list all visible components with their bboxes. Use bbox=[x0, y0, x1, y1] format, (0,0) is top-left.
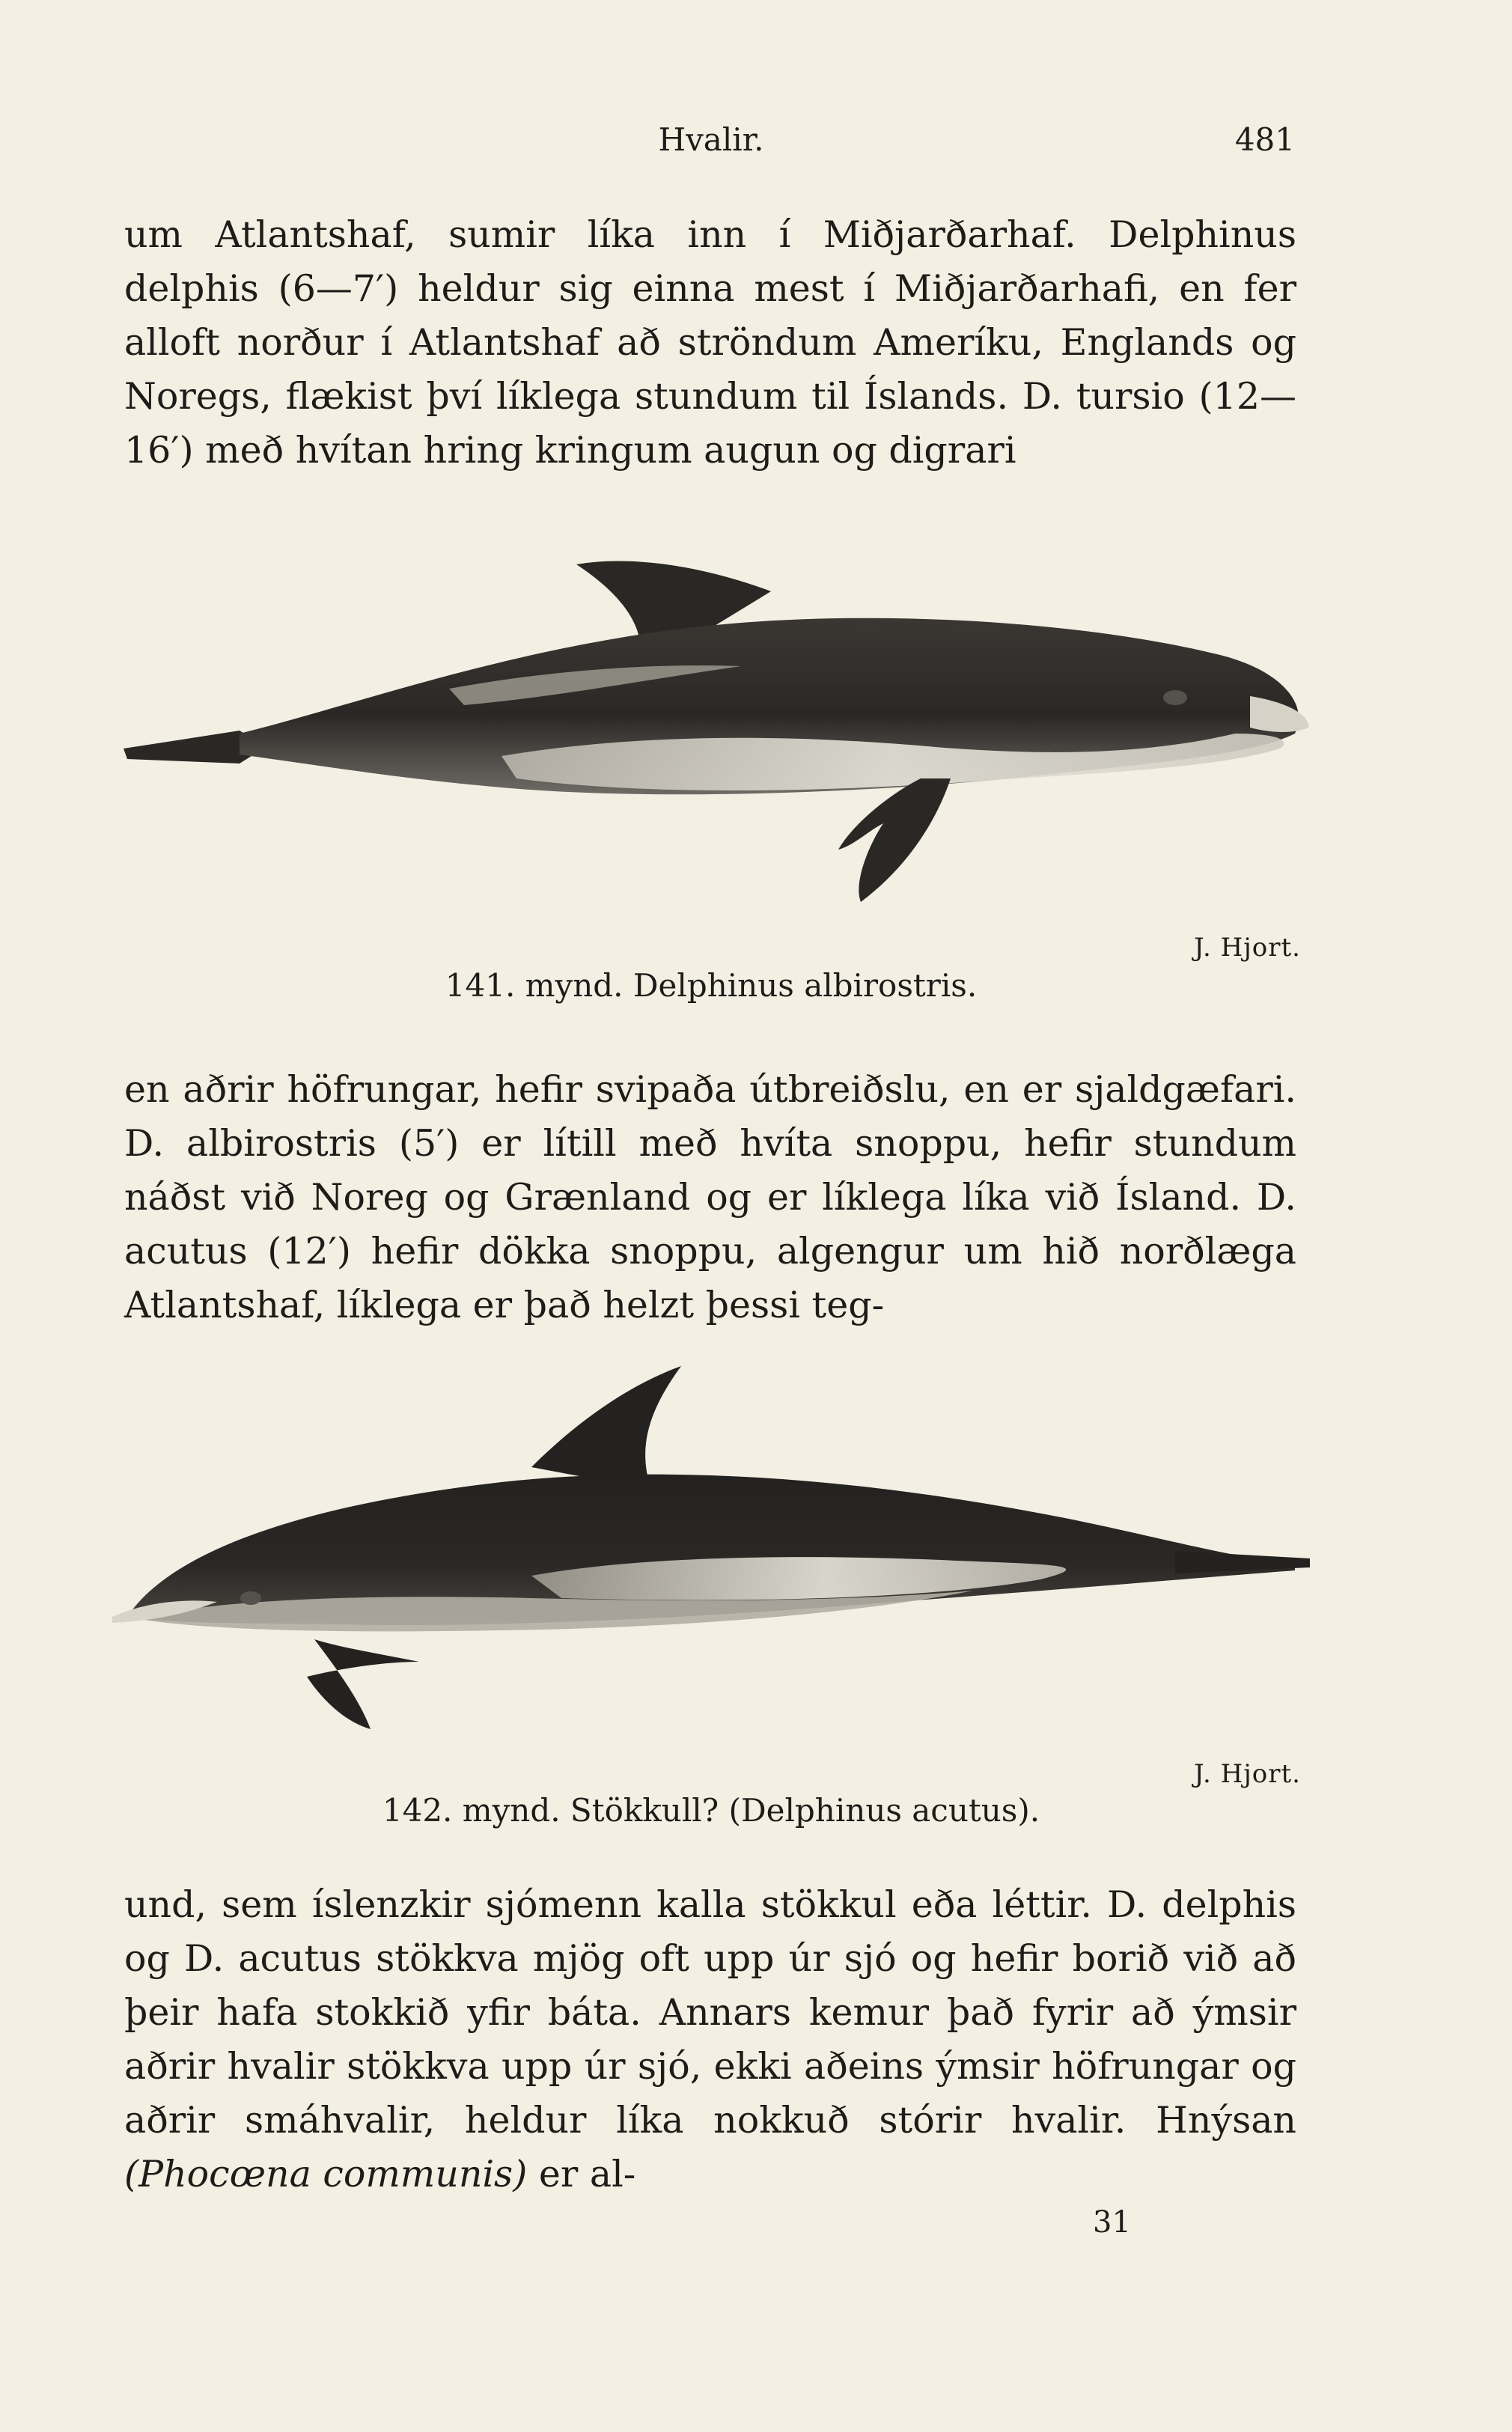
figure-141-credit: J. Hjort. bbox=[1194, 933, 1301, 963]
running-title: Hvalir. bbox=[658, 121, 764, 158]
figure-142-caption: 142. mynd. Stökkull? (Delphinus acutus). bbox=[382, 1792, 1040, 1829]
paragraph-3 bbox=[124, 1878, 1296, 2201]
dolphin-acutus-illustration bbox=[112, 1340, 1310, 1759]
running-head bbox=[127, 121, 1295, 166]
paragraph-3-text: und, sem íslenzkir sjómenn kalla stökkul eða léttir. D. delphis og D. acutus stökkva mjög oft upp úr sjó og hefir borið við að þeir hafa stokkið yfir báta. Annars kemur það fyrir að ýmsir aðrir hvalir stökkva upp úr sjó, ekki aðeins ýmsir höfrungar og aðrir smáhvalir, heldur líka nokkuð stórir hvalir. Hnýsan bbox=[124, 1883, 1296, 2142]
dolphin-albirostris-illustration bbox=[112, 509, 1310, 928]
paragraph-1: um Atlantshaf, sumir líka inn í Miðjarðarhaf. Delphinus delphis (6—7′) heldur sig einna mest í Miðjarðarhafi, en fer alloft norður í Atlantshaf að ströndum Ameríku, Englands og Noregs, flækist því líklega stundum til Íslands. D. tursio (12—16′) með hvítan hring kringum augun og digrari bbox=[124, 213, 1296, 472]
signature-mark: 31 bbox=[1093, 2205, 1131, 2240]
figure-142-credit: J. Hjort. bbox=[1194, 1759, 1301, 1789]
paragraph-2: en aðrir höfrungar, hefir svipaða útbreiðslu, en er sjaldgæfari. D. albirostris (5′) er lítill með hvíta snoppu, hefir stundum náðst við Noreg og Grænland og er líklega líka við Ísland. D. acutus (12′) hefir dökka snoppu, algengur um hið norðlæga Atlantshaf, líklega er það helzt þessi teg- bbox=[124, 1068, 1296, 1326]
paragraph-3-end: er al- bbox=[527, 2153, 636, 2195]
figure-141 bbox=[112, 509, 1310, 1018]
page-number: 481 bbox=[1234, 121, 1295, 158]
figure-142 bbox=[112, 1340, 1310, 1834]
species-name-italic: (Phocœna communis) bbox=[124, 2153, 528, 2195]
figure-141-caption: 141. mynd. Delphinus albirostris. bbox=[445, 967, 978, 1004]
